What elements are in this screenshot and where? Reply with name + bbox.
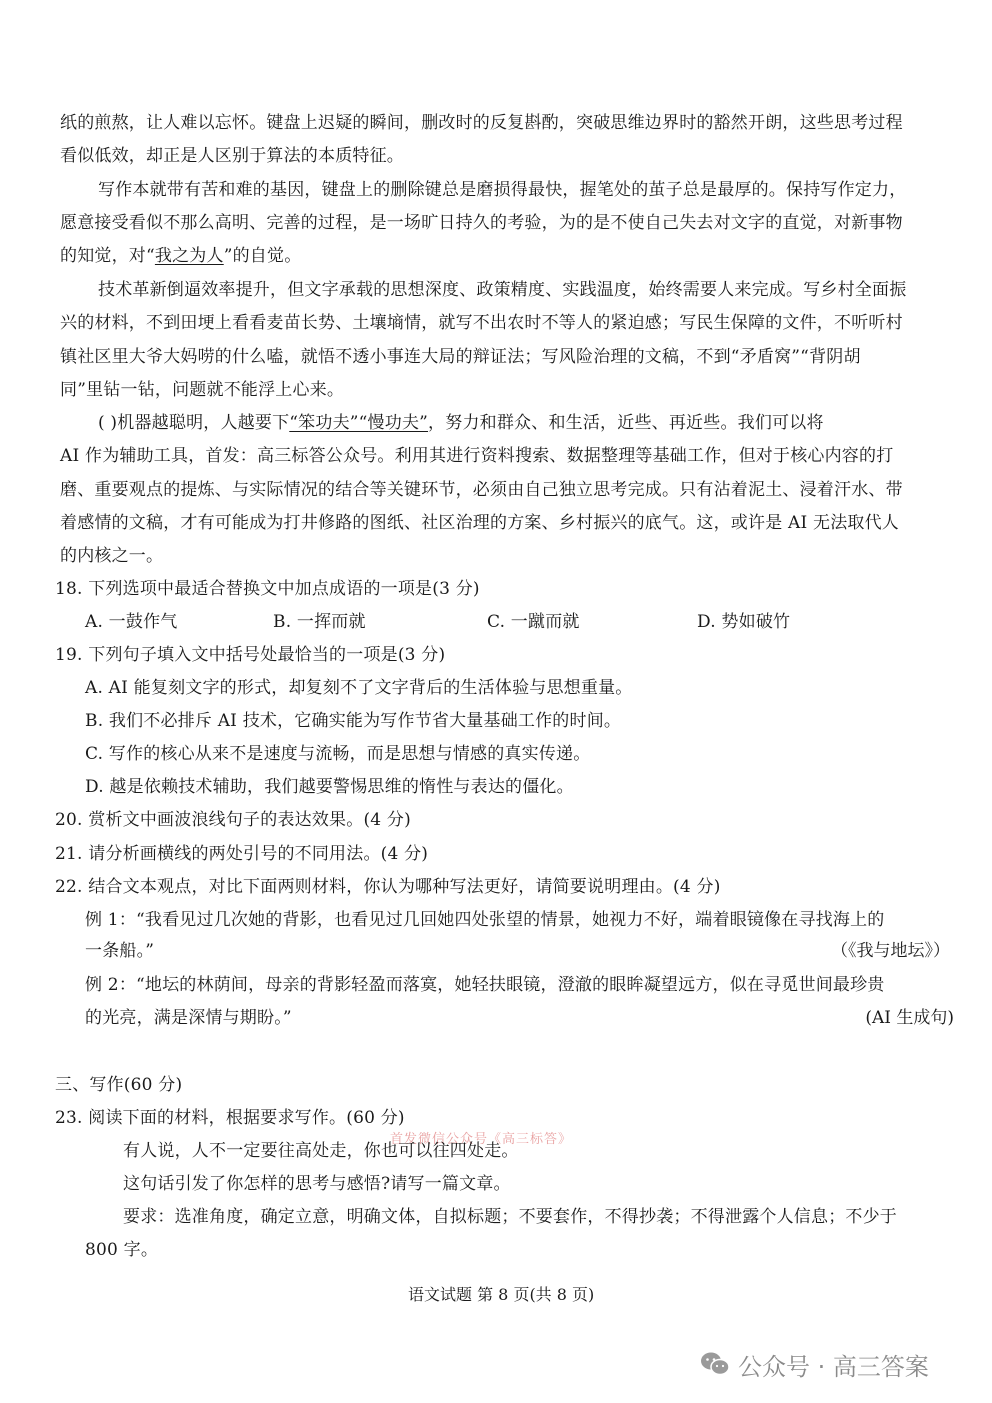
example-1-line: 例 1：“我看见过几次她的背影，也看见过几回她四处张望的情景，她视力不好，端着眼镜像在寻找海上的: [85, 910, 885, 930]
requirement-line: 要求：选准角度，确定立意，明确文体，自拟标题；不要套作，不得抄袭；不得泄露个人信息；不少于: [123, 1207, 897, 1227]
watermark: 首发微信公众号《高三标答》: [390, 1132, 573, 1147]
option-b: B. 一挥而就: [273, 612, 366, 632]
passage-text: ，努力和群众、和生活，近些、再近些。我们可以将: [428, 413, 824, 433]
passage-line: 纸的煎熬，让人难以忘怀。键盘上迟疑的瞬间，删改时的反复斟酌，突破思维边界时的豁然开朗，这些思考过程: [60, 113, 903, 133]
passage-line: 磨、重要观点的提炼、与实际情况的结合等关键环节，必须由自己独立思考完成。只有沾着泥土、浸着汗水、带: [60, 480, 903, 500]
wechat-icon: [700, 1351, 730, 1377]
passage-text: ”的自觉。: [223, 246, 302, 266]
material-line: 有人说，人不一定要往高处走，你也可以往四处走。: [123, 1141, 519, 1161]
question-20: 20. 赏析文中画波浪线句子的表达效果。(4 分): [55, 810, 411, 830]
passage-line: AI 作为辅助工具，首发：高三标答公众号。利用其进行资料搜索、数据整理等基础工作，但对于核心内容的打: [60, 446, 894, 466]
option-b: B. 我们不必排斥 AI 技术，它确实能为写作节省大量基础工作的时间。: [85, 711, 622, 731]
passage-line: 的内核之一。: [60, 546, 164, 566]
example-2-line: 的光亮，满是深情与期盼。”: [85, 1008, 292, 1028]
question-23: 23. 阅读下面的材料，根据要求写作。(60 分): [55, 1108, 405, 1128]
requirement-line: 800 字。: [85, 1240, 159, 1260]
option-d: D. 越是依赖技术辅助，我们越要警惕思维的惰性与表达的僵化。: [85, 777, 574, 797]
question-21: 21. 请分析画横线的两处引号的不同用法。(4 分): [55, 844, 429, 864]
option-a: A. 一鼓作气: [85, 612, 178, 632]
brand-text: 公众号 · 高三答案: [738, 1352, 929, 1381]
passage-line: 技术革新倒逼效率提升，但文字承载的思想深度、政策精度、实践温度，始终需要人来完成。写乡村全面振: [98, 280, 907, 300]
passage-line: 兴的材料，不到田埂上看看麦苗长势、土壤墒情，就写不出农时不等人的紧迫感；写民生保障的文件，不听听村: [60, 313, 903, 333]
material-line: 这句话引发了你怎样的思考与感悟?请写一篇文章。: [123, 1174, 511, 1194]
section-title: 三、写作(60 分): [55, 1075, 183, 1095]
passage-line: 看似低效，却正是人区别于算法的本质特征。: [60, 146, 404, 166]
question-19: 19. 下列句子填入文中括号处最恰当的一项是(3 分): [55, 645, 446, 665]
passage-text: 机器越聪明，人越要下: [117, 413, 290, 433]
passage-line: 镇社区里大爷大妈唠的什么嗑，就悟不透小事连大局的辩证法；写风险治理的文稿，不到“矛盾窝”“背阴胡: [60, 347, 861, 367]
brand-watermark: [700, 1346, 929, 1382]
passage-line: 同”里钻一钻，问题就不能浮上心来。: [60, 380, 345, 400]
option-a: A. AI 能复刻文字的形式，却复刻不了文字背后的生活体验与思想重量。: [85, 678, 633, 698]
passage-text: 的知觉，对“: [60, 246, 155, 266]
underlined-phrase: 我之为人: [154, 246, 224, 266]
option-d: D. 势如破竹: [697, 612, 791, 632]
example-2-line: 例 2：“地坛的林荫间，母亲的背影轻盈而落寞，她轻扶眼镜，澄澈的眼眸凝望远方，似在寻觅世间最珍贵: [85, 975, 885, 995]
passage-line: [98, 413, 824, 433]
page-footer: 语文试题 第 8 页(共 8 页): [408, 1285, 595, 1304]
question-22: 22. 结合文本观点，对比下面两则材料，你认为哪种写法更好，请简要说明理由。(4 分): [55, 877, 721, 897]
answer-bracket: ( ): [98, 413, 118, 433]
underlined-phrase: “笨功夫”“慢功夫”: [289, 413, 429, 433]
option-c: C. 写作的核心从来不是速度与流畅，而是思想与情感的真实传递。: [85, 744, 591, 764]
passage-line: 着感情的文稿，才有可能成为打井修路的图纸、社区治理的方案、乡村振兴的底气。这，或许是 AI 无法取代人: [60, 513, 899, 533]
passage-line: [60, 246, 301, 266]
example-2-source: (AI 生成句): [865, 1008, 954, 1028]
example-1-source: （《我与地坛》）: [831, 941, 950, 961]
example-1-line: 一条船。”: [85, 941, 155, 961]
passage-line: 愿意接受看似不那么高明、完善的过程，是一场旷日持久的考验，为的是不使自己失去对文字的直觉，对新事物: [60, 213, 903, 233]
passage-line: 写作本就带有苦和难的基因，键盘上的删除键总是磨损得最快，握笔处的茧子总是最厚的。保持写作定力，: [98, 180, 907, 200]
option-c: C. 一蹴而就: [487, 612, 580, 632]
question-18: 18. 下列选项中最适合替换文中加点成语的一项是(3 分): [55, 579, 480, 599]
